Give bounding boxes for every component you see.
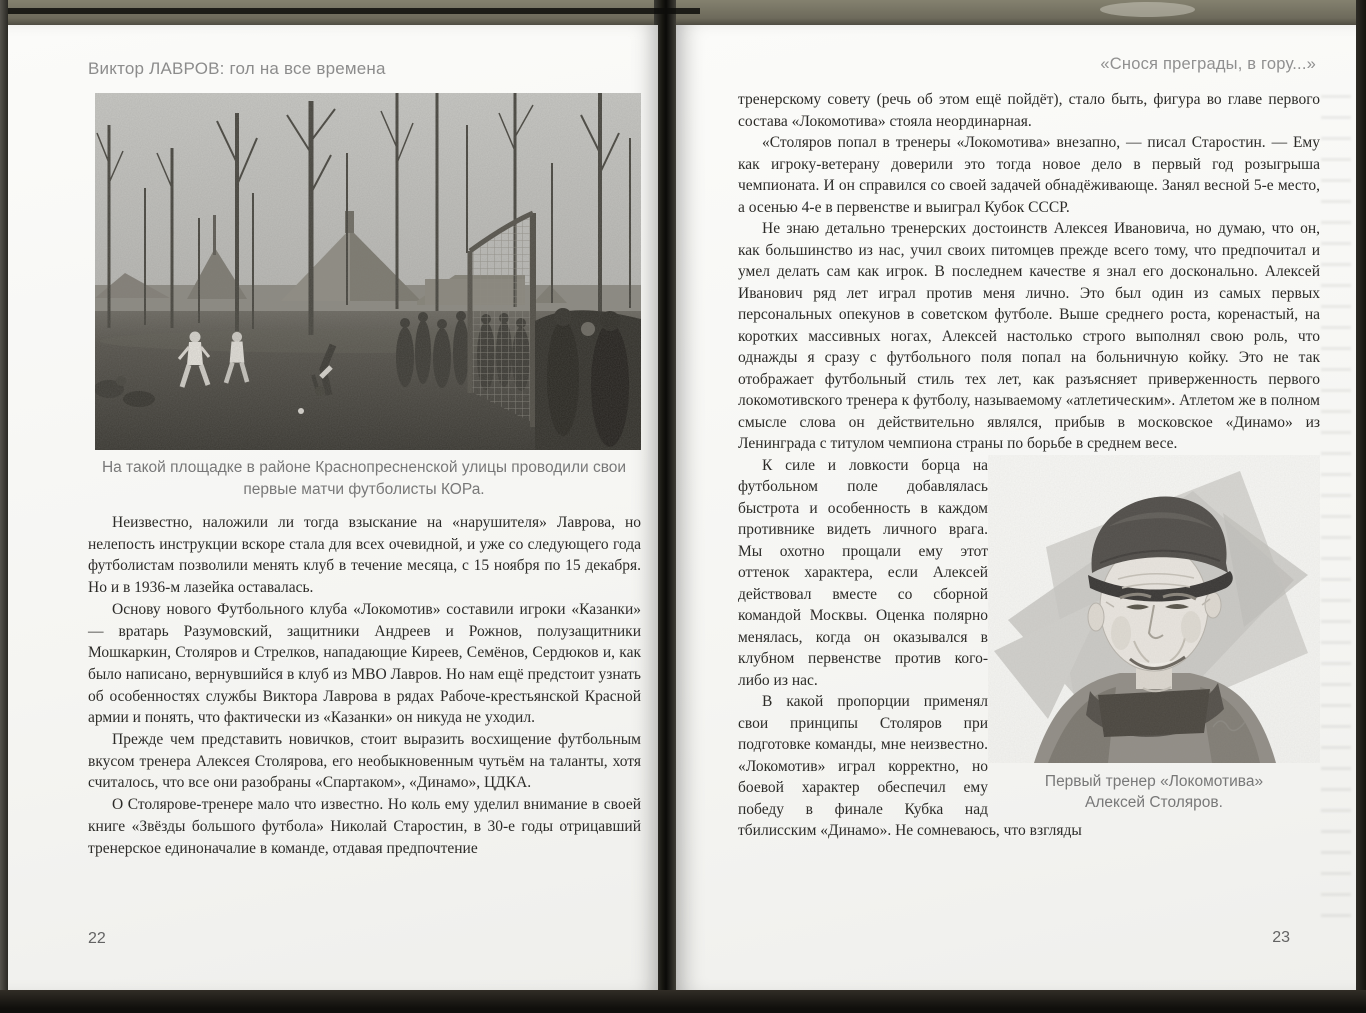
scan-right-edge bbox=[1356, 0, 1366, 1013]
body-paragraph: Неизвестно, наложили ли тогда взыскание на «нарушителя» Лаврова, но нелепость инструкции вскоре стала для всех очевидной, и уже со следующего года футболистам позволили менять клуб в течение месяца, с 15 ноября по 15 декабря. Но и в 1936-м лазейка оставалась. bbox=[88, 514, 641, 597]
portrait-caption-line: Алексей Столяров. bbox=[1085, 794, 1223, 812]
body-paragraph: Основу нового Футбольного клуба «Локомотив» составили игроки «Казанки» — вратарь Разумовский, защитники Андреев и Рожнов, полузащитники Мошкаркин, Столяров и Стрелков, нападающие Киреев, Семёнов, Сердюков и, как было написано, вернувшийся в клуб из МВО Лавров. Но нам ещё предстоит узнать об особенностях службы Виктора Лаврова в рядах Рабоче-крестьянской Красной армии и понять, что фактически из «Казанки» он никуда не уходил. bbox=[88, 600, 641, 727]
photo-frame bbox=[95, 93, 641, 450]
scanner-edge-line bbox=[0, 8, 700, 14]
page-showthrough bbox=[1321, 95, 1351, 925]
body-paragraph: тренерскому совету (речь об этом ещё пойдёт), стало быть, фигура во главе первого состава «Локомотива» стояла неординарная. bbox=[738, 91, 1320, 130]
body-paragraph: Не знаю детально тренерских достоинств Алексея Ивановича, но думаю, что он, как большинство из нас, учил своих питомцев прежде всего тому, что предпочитал и умел делать сам как игрок. В последнем качестве я знал его досконально. Алексей Иванович ряд лет играл против меня лично. Это был один из самых первых персональных опекунов в советском футболе. Выше среднего роста, коренастый, на коротких массивных ногах, Алексей настолько строго выполнял свою роль, что однажды я сразу с футбольного поля попал на больничную койку. Это не так отображает футбольный стиль тех лет, как разъясняет приверженность первого локомотивского тренера к футболу, называемому «атлетическим». Атлетом же в полном смысле слова он действительно являлся, прибыв в московское «Динамо» из Ленинграда с титулом чемпиона страны по борьбе в среднем весе. bbox=[738, 220, 1320, 452]
photo-caption bbox=[86, 457, 642, 502]
body-paragraph: К силе и ловкости борца на футбольном поле добавлялась быстрота и особенность в каждом противнике видеть личного врага. Мы охотно прощали ему этот оттенок характера, если Алексей действовал вместе со сборной командой Москвы. Оценка полярно менялась, когда он оказывался в клубном первенстве против кого-либо из нас. bbox=[738, 456, 988, 689]
body-paragraph: Прежде чем представить новичков, стоит выразить восхищение футбольным вкусом тренера Алексея Столярова, его необыкновенным чутьём на таланты, хотя считалось, что все они разобраны «Спартаком», «Динамо», ЦДКА. bbox=[88, 731, 641, 792]
portrait-caption-line: Первый тренер «Локомотива» bbox=[1044, 772, 1264, 790]
photo-caption-line: первые матчи футболисты КОРа. bbox=[243, 481, 485, 499]
book-page-right bbox=[676, 25, 1356, 991]
page-number-right: 23 bbox=[1272, 929, 1290, 946]
left-page-body bbox=[88, 512, 641, 859]
body-paragraph: «Столяров попал в тренеры «Локомотива» внезапно, — писал Старостин. — Ему как игроку-ветерану доверили это тогда новое дело в первый год розыгрыша чемпионата. И он справился со своей задачей обнадёживающе. Занял весной 5-е место, а осенью 4-е в первенстве и выиграл Кубок СССР. bbox=[738, 134, 1320, 216]
coach-portrait-drawing bbox=[988, 455, 1320, 763]
scanner-bottom-band bbox=[0, 990, 1366, 1013]
football-match-photo bbox=[95, 93, 641, 450]
scan-left-edge bbox=[0, 0, 8, 1013]
running-header-right: «Снося преграды, в гору...» bbox=[1100, 55, 1316, 73]
wrap-section bbox=[738, 455, 1320, 842]
photo-caption-line: На такой площадке в районе Краснопресненской улицы проводили свои bbox=[101, 459, 627, 476]
right-page-body bbox=[738, 89, 1320, 842]
running-header-left: Виктор ЛАВРОВ: гол на все времена bbox=[88, 59, 386, 78]
page-number-left: 22 bbox=[88, 930, 106, 947]
scanner-glare bbox=[1100, 2, 1195, 17]
body-paragraph: О Столярове-тренере мало что известно. Но коль ему уделил внимание в своей книге «Звёзды большого футбола» Николай Старостин, в 30-е годы отрицавший тренерское единоначалие в команде, отдавая предпочтение bbox=[88, 796, 641, 857]
book-page-left bbox=[8, 25, 658, 991]
portrait-caption bbox=[988, 771, 1320, 814]
body-paragraph: В какой пропорции применял свои принципы Столяров при подготовке команды, мне неизвестно. «Локомотив» играл корректно, но боевой характер обеспечил ему победу в финале Кубка над тбилисским «Динамо». Не сомневаюсь, что взгляды bbox=[738, 693, 1082, 839]
portrait-figure bbox=[988, 455, 1320, 814]
